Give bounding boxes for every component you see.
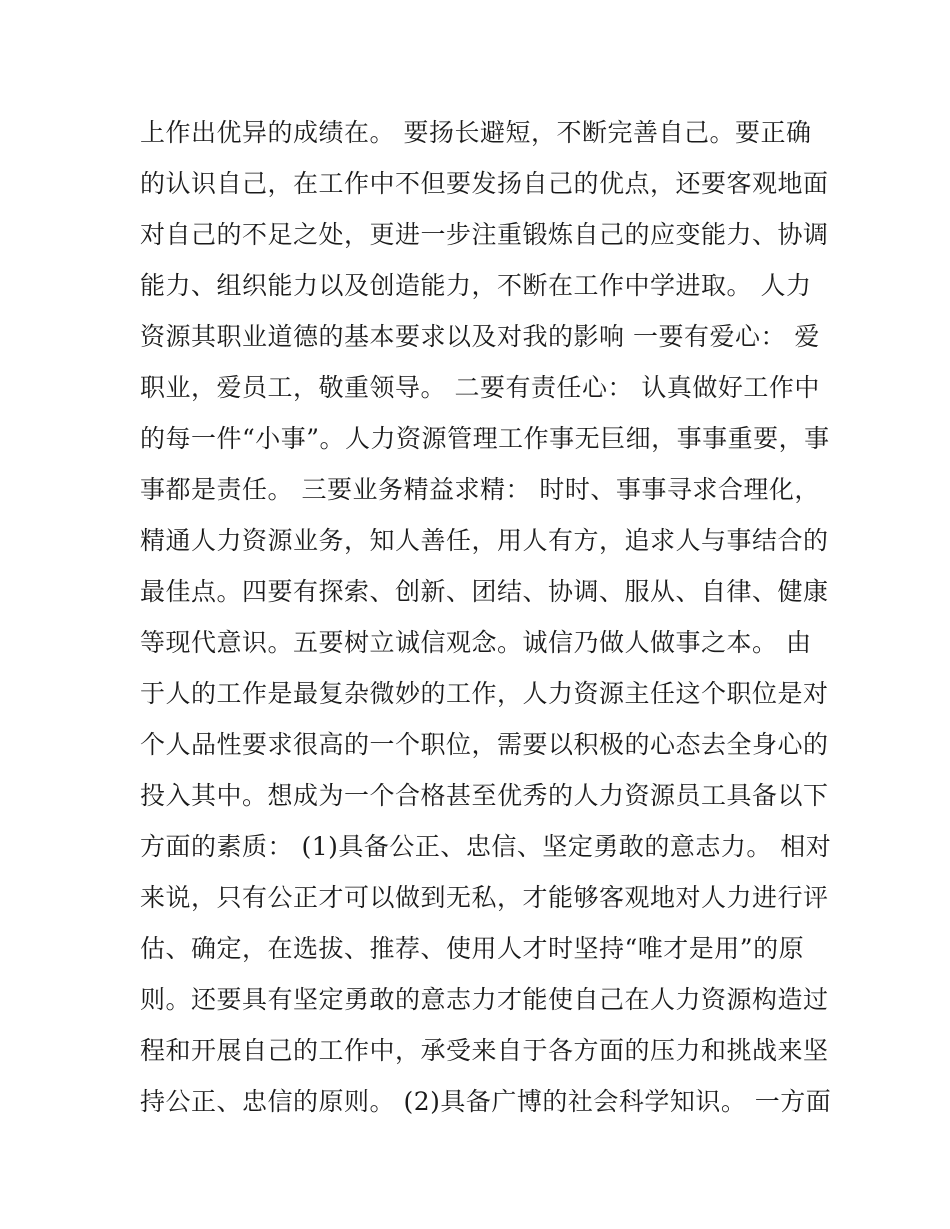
text-line: 职业，爱员工，敬重领导。 二要有责任心： 认真做好工作中 bbox=[140, 373, 820, 402]
text-line: 估、确定，在选拔、推荐、使用人才时坚持“唯才是用”的原 bbox=[140, 934, 805, 963]
text-line: 对自己的不足之处，更进一步注重锻炼自己的应变能力、协调 bbox=[140, 220, 829, 249]
text-line: 个人品性要求很高的一个职位，需要以积极的心态去全身心的 bbox=[140, 730, 829, 759]
text-line: 事都是责任。 三要业务精益求精： 时时、事事寻求合理化， bbox=[140, 475, 820, 504]
text-line: 的认识自己，在工作中不但要发扬自己的优点，还要客观地面 bbox=[140, 169, 829, 198]
text-line: 精通人力资源业务，知人善任，用人有方，追求人与事结合的 bbox=[140, 526, 829, 555]
text-line: 则。还要具有坚定勇敢的意志力才能使自己在人力资源构造过 bbox=[140, 985, 829, 1014]
text-line: 方面的素质： (1)具备公正、忠信、坚定勇敢的意志力。 相对 bbox=[140, 832, 832, 861]
text-line: 最佳点。四要有探索、创新、团结、协调、服从、自律、健康 bbox=[140, 577, 829, 606]
text-line: 来说，只有公正才可以做到无私，才能够客观地对人力进行评 bbox=[140, 883, 829, 912]
text-line: 上作出优异的成绩在。 要扬长避短，不断完善自己。要正确 bbox=[140, 118, 812, 147]
text-line: 能力、组织能力以及创造能力，不断在工作中学进取。 人力 bbox=[140, 271, 812, 300]
text-line: 资源其职业道德的基本要求以及对我的影响 一要有爱心： 爱 bbox=[140, 322, 820, 351]
text-line: 的每一件“小事”。人力资源管理工作事无巨细，事事重要，事 bbox=[140, 424, 830, 453]
text-line: 投入其中。想成为一个合格甚至优秀的人力资源员工具备以下 bbox=[140, 781, 829, 810]
text-line: 程和开展自己的工作中，承受来自于各方面的压力和挑战来坚 bbox=[140, 1036, 829, 1065]
text-line: 等现代意识。五要树立诚信观念。诚信乃做人做事之本。 由 bbox=[140, 628, 812, 657]
text-line: 于人的工作是最复杂微妙的工作，人力资源主任这个职位是对 bbox=[140, 679, 829, 708]
body-text bbox=[140, 107, 840, 1127]
text-line: 持公正、忠信的原则。 (2)具备广博的社会科学知识。 一方面 bbox=[140, 1087, 832, 1116]
